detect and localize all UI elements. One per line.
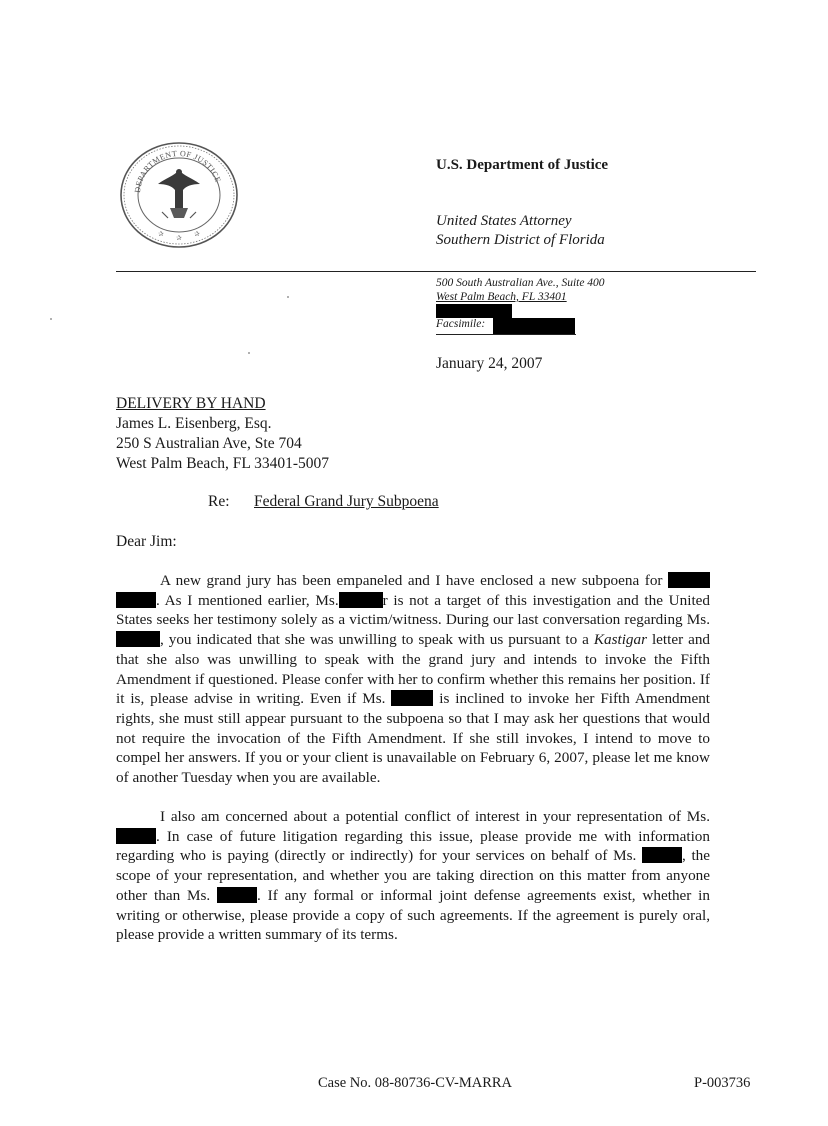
text-run: is inclined to invoke her Fifth Amendment rights, she must still appear pursuant to the subpoena so that I may ask her questions that would not require the invocation of the Fifth Amendment. If she still invokes, I intend to move to compel her answers. If you or your client is unavailable on February 6, 2007, please let me know of another Tuesday when you are available. — [116, 690, 711, 787]
case-number: Case No. 08-80736-CV-MARRA — [318, 1075, 513, 1091]
redaction-block — [668, 572, 710, 588]
body-paragraph-1 — [116, 571, 710, 788]
agency-name: U.S. Department of Justice — [436, 157, 609, 173]
recipient-city: West Palm Beach, FL 33401-5007 — [116, 455, 329, 472]
scan-speck — [248, 352, 250, 354]
office-line-1: United States Attorney — [436, 213, 572, 229]
text-run: . If any formal or informal joint defense agreements exist, whether in writing or otherwise, please provide a copy of such agreements. If the agreement is purely oral, please provide a written summary of its terms. — [116, 886, 710, 944]
recipient-name: James L. Eisenberg, Esq. — [116, 415, 272, 432]
office-line-2: Southern District of Florida — [436, 232, 605, 248]
svg-text:✰: ✰ — [194, 230, 200, 238]
facsimile-underline — [436, 334, 576, 335]
redaction-block — [217, 887, 257, 903]
recipient-block — [116, 394, 329, 474]
text-run: , the scope of your representation, and whether you are taking direction on this matter from anyone other than Ms. — [116, 847, 711, 904]
salutation: Dear Jim: — [116, 533, 177, 550]
body-paragraph-2 — [116, 807, 710, 945]
redaction-block — [339, 592, 383, 608]
text-run: . As I mentioned earlier, Ms. — [156, 591, 339, 609]
text-run: . In case of future litigation regarding this issue, please provide me with information regarding who is paying (directly or indirectly) for your services on behalf of Ms. — [116, 827, 710, 865]
address-line-2: West Palm Beach, FL 33401 — [436, 291, 567, 303]
doj-seal-logo — [118, 140, 240, 250]
redaction-block — [116, 592, 156, 608]
delivery-method: DELIVERY BY HAND — [116, 395, 266, 412]
text-run: , you indicated that she was unwilling to speak with us pursuant to a — [160, 631, 589, 649]
recipient-street: 250 S Australian Ave, Ste 704 — [116, 435, 302, 452]
svg-text:✰: ✰ — [176, 234, 182, 242]
bates-number: P-003736 — [694, 1075, 751, 1091]
text-run: I also am concerned about a potential conflict of interest in your representation of Ms. — [160, 808, 710, 825]
redaction-block — [391, 690, 433, 706]
redaction-block — [642, 847, 682, 863]
redaction-block — [493, 318, 575, 334]
re-subject: Federal Grand Jury Subpoena — [254, 493, 439, 510]
text-run: r is not a target of this investigation and the United States seeks her testimony solely as a victim/witness. During our last conversation regarding Ms. — [116, 591, 710, 629]
facsimile-label: Facsimile: — [436, 318, 486, 330]
redaction-block — [436, 304, 512, 318]
office-title — [436, 212, 605, 250]
text-run: A new grand jury has been empaneled and I have enclosed a new subpoena for — [160, 572, 663, 589]
re-label: Re: — [208, 493, 230, 510]
letter-date: January 24, 2007 — [436, 355, 543, 372]
address-line-1: 500 South Australian Ave., Suite 400 — [436, 277, 605, 289]
svg-text:DEPARTMENT OF JUSTICE: DEPARTMENT OF JUSTICE — [132, 148, 223, 194]
redaction-block — [116, 828, 156, 844]
case-citation: Kastigar — [593, 631, 648, 649]
office-address — [436, 276, 605, 304]
redaction-block — [116, 631, 160, 647]
scan-speck — [287, 296, 289, 298]
scan-speck — [50, 318, 52, 320]
text-run: letter and that she also was unwilling to speak with the grand jury and intends to invoke the Fifth Amendment if questioned. Please confer with her to confirm whether this remains her position. If it is, please advise in writing. Even if Ms. — [116, 631, 711, 708]
letterhead-divider — [116, 271, 756, 272]
svg-text:✰: ✰ — [158, 230, 164, 238]
